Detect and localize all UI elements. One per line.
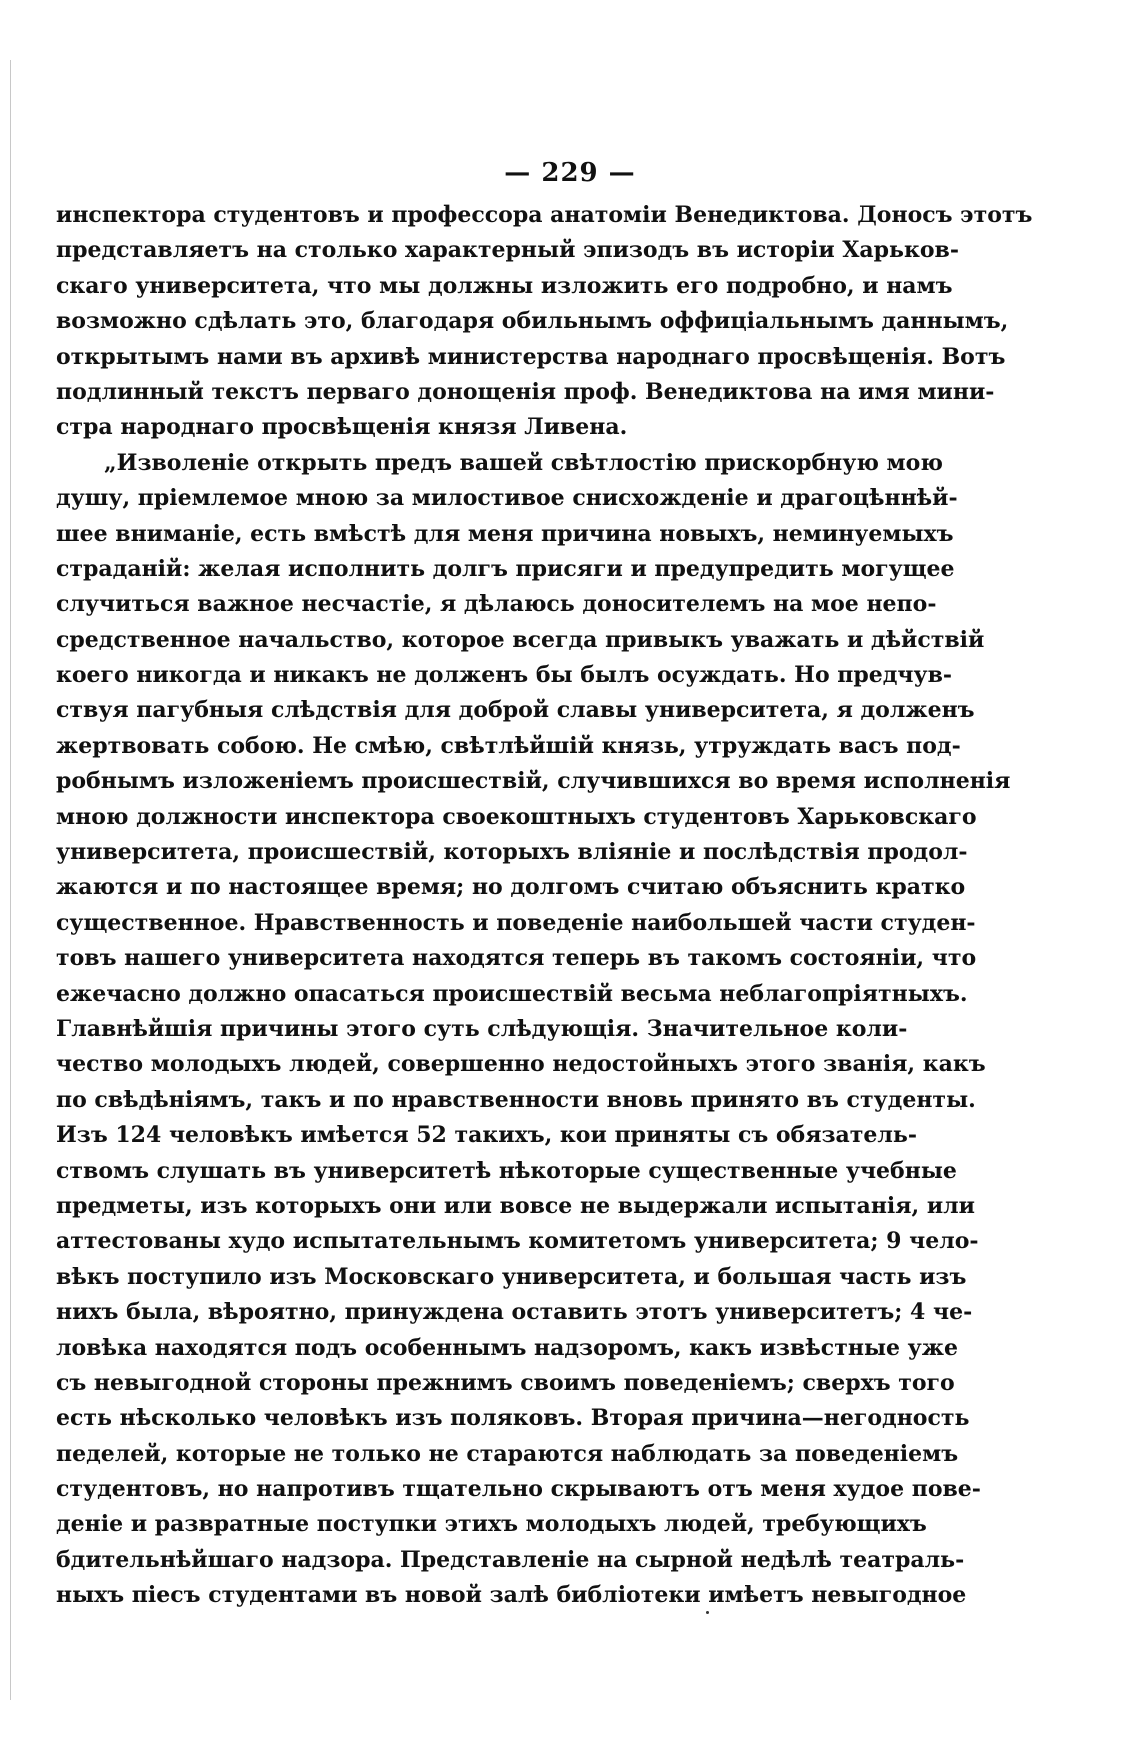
text-line: ствомъ слушать въ университетѣ нѣкоторые существенные учебные <box>56 1157 957 1184</box>
text-line: Изъ 124 человѣкъ имѣется 52 такихъ, кои приняты съ обязатель- <box>56 1122 917 1149</box>
text-line: инспектора студентовъ и профессора анатоміи Венедиктова. Доносъ этотъ <box>56 202 1033 228</box>
text-line: душу, пріемлемое мною за милостивое снисхожденіе и драгоцѣннѣй- <box>56 485 958 512</box>
text-line: аттестованы худо испытательнымъ комитетомъ университета; 9 чело- <box>56 1228 979 1255</box>
text-line: открытымъ нами въ архивѣ министерства народнаго просвѣщенія. Вотъ <box>56 343 1006 370</box>
text-line: существенное. Нравственность и поведеніе наибольшей части студен- <box>56 909 976 936</box>
text-line: „Изволеніе открыть предъ вашей свѣтлостію прискорбную мою <box>104 449 943 476</box>
text-line: ныхъ піесъ студентами въ новой залѣ библіотеки имѣетъ невыгодное <box>56 1582 967 1609</box>
text-line: подлинный текстъ перваго донощенія проф. Венедиктова на имя мини- <box>56 378 995 405</box>
text-line: есть нѣсколько человѣкъ изъ поляковъ. Вторая причина—негодность <box>56 1405 970 1432</box>
text-line: жертвовать собою. Не смѣю, свѣтлѣйшій князь, утруждать васъ под- <box>56 732 961 759</box>
text-line: страданій: желая исполнить долгъ присяги и предупредить могущее <box>56 555 955 582</box>
text-line: представляетъ на столько характерный эпизодъ въ исторіи Харьков- <box>56 237 959 264</box>
text-line: Главнѣйшія причины этого суть слѣдующія. Значительное коли- <box>56 1015 908 1042</box>
text-line: педелей, которые не только не стараются наблюдать за поведеніемъ <box>56 1440 959 1467</box>
print-speck <box>706 1611 709 1614</box>
text-line: ловѣка находятся подъ особеннымъ надзоромъ, какъ извѣстные уже <box>56 1334 958 1361</box>
text-line: случиться важное несчастіе, я дѣлаюсь доносителемъ на мое непо- <box>56 591 937 618</box>
text-line: коего никогда и никакъ не долженъ бы былъ осуждать. Но предчув- <box>56 662 953 689</box>
text-line: жаются и по настоящее время; но долгомъ считаю объяснить кратко <box>56 874 966 901</box>
text-line: товъ нашего университета находятся теперь въ такомъ состояніи, что <box>56 945 977 972</box>
page-edge-shadow <box>10 60 11 1700</box>
page-number: — 229 — <box>504 158 636 188</box>
text-line: чество молодыхъ людей, совершенно недостойныхъ этого званія, какъ <box>56 1051 986 1078</box>
text-line: шее вниманіе, есть вмѣстѣ для меня причина новыхъ, неминуемыхъ <box>56 520 954 547</box>
text-line: предметы, изъ которыхъ они или вовсе не выдержали испытанія, или <box>56 1192 975 1219</box>
body-text <box>56 198 1033 1614</box>
text-line: ежечасно должно опасаться происшествій весьма неблагопріятныхъ. <box>56 980 968 1007</box>
text-line: бдительнѣйшаго надзора. Представленіе на сырной недѣлѣ театраль- <box>56 1546 965 1573</box>
text-line: съ невыгодной стороны прежнимъ своимъ поведеніемъ; сверхъ того <box>56 1369 955 1396</box>
text-line: ствуя пагубныя слѣдствія для доброй славы университета, я долженъ <box>56 697 975 724</box>
text-line: вѣкъ поступило изъ Московскаго университета, и большая часть изъ <box>56 1263 967 1290</box>
text-line: по свѣдѣніямъ, такъ и по нравственности вновь принято въ студенты. <box>56 1086 976 1113</box>
text-line: средственное начальство, которое всегда привыкъ уважать и дѣйствій <box>56 626 985 653</box>
text-line: деніе и развратные поступки этихъ молодыхъ людей, требующихъ <box>56 1511 927 1538</box>
text-line: скаго университета, что мы должны изложить его подробно, и намъ <box>56 272 953 299</box>
text-line: робнымъ изложеніемъ происшествій, случившихся во время исполненія <box>56 768 1011 795</box>
text-line: мною должности инспектора своекоштныхъ студентовъ Харьковскаго <box>56 803 977 830</box>
text-line: возможно сдѣлать это, благодаря обильнымъ оффиціальнымъ даннымъ, <box>56 308 1009 335</box>
text-line: нихъ была, вѣроятно, принуждена оставить этотъ университетъ; 4 че- <box>56 1299 973 1326</box>
text-line: студентовъ, но напротивъ тщательно скрываютъ отъ меня худое пове- <box>56 1476 981 1503</box>
text-line: стра народнаго просвѣщенія князя Ливена. <box>56 414 628 441</box>
text-line: университета, происшествій, которыхъ вліяніе и послѣдствія продол- <box>56 839 968 866</box>
